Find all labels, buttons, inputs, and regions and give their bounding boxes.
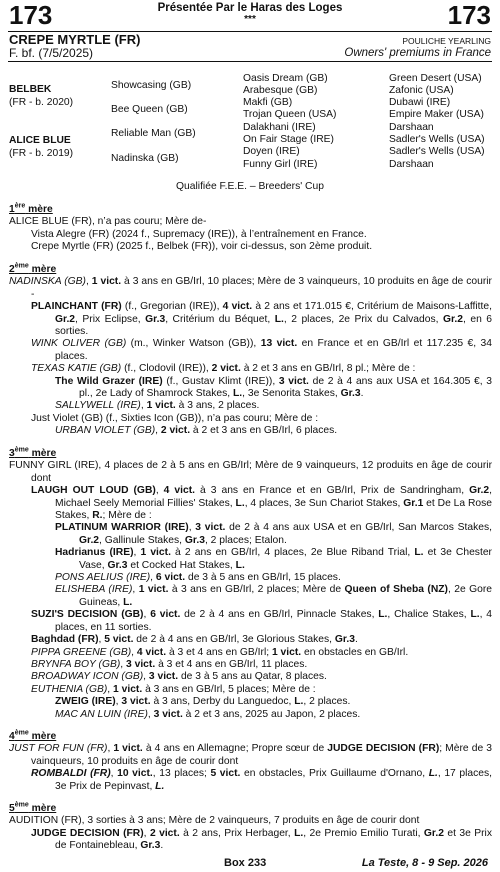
gen3-item: Makfi (GB) (243, 97, 293, 108)
section-heading: 2ème mère (9, 262, 57, 275)
qualification: Qualifiée F.E.E. – Breeders' Cup (176, 181, 324, 192)
gen4-item: Zafonic (USA) (389, 85, 454, 96)
section-fifth-dam: 5ème mère AUDITION (FR), 3 sorties à 3 ans; Mère de 2 vainqueurs, 7 produits en âge de courir dont JUDGE DECISION (FR), 2 vict. à 2 ans, Prix Herbager, L., 2e Premio Emilio Turati, Gr.2 et 3e Prix de Fontainebleau, Gr.3. (9, 801, 492, 852)
dam-info: (FR - b. 2019) (9, 148, 74, 159)
horse-name: CREPE MYRTLE (FR) (9, 32, 141, 47)
gen3-item: Dalakhani (IRE) (243, 122, 316, 133)
gen4-item: Green Desert (USA) (389, 73, 482, 84)
title-rule (8, 61, 492, 62)
lot-number-right: 173 (447, 0, 491, 30)
gen4-item: Dubawi (IRE) (389, 97, 451, 108)
gen4-item: Sadler's Wells (USA) (389, 146, 485, 157)
presenter: Présentée Par le Haras des Loges (157, 2, 343, 14)
section-fourth-dam: 4ème mère JUST FOR FUN (FR), 1 vict. à 4 ans en Allemagne; Propre sœur de JUDGE DECISION (FR); Mère de 3 vainqueurs, 10 produits en âge de courir dont ROMBALDI (FR), 10 vict., 13 places; 5 vict. en obstacles, Prix Guillaume d'Ornano, L., 17 places, 3e Prix de Pepinvast, L. (9, 729, 492, 792)
section-heading: 5ème mère (9, 801, 57, 814)
gen3-item: Doyen (IRE) (243, 146, 300, 157)
sire-name: BELBEK (9, 84, 52, 95)
gen4-item: Empire Maker (USA) (389, 109, 484, 120)
lot-number-left: 173 (9, 0, 53, 30)
gen3-item: Trojan Queen (USA) (243, 109, 337, 120)
section-second-dam: 2ème mère NADINSKA (GB), 1 vict. à 3 ans en GB/Irl, 10 places; Mère de 3 vainqueurs, 10 produits en âge de courir - PLAINCHANT (FR) (f., Gregorian (IRE)), 4 vict. à 2 ans et 171.015 €, Critérium de Maisons-Laffitte, Gr.2, Prix Eclipse, Gr.3, Critérium du Béquet, L., 2 places, 2e Prix du Calvados, Gr.2, en 6 sorties. WINK OLIVER (GB) (m., Winker Watson (GB)), 13 vict. en France et en GB/Irl et 117.235 €, 34 places. TEXAS KATIE (GB) (f., Clodovil (IRE)), 2 vict. à 2 et 3 ans en GB/Irl, 8 pl.; Mère de : The Wild Grazer (IRE) (f., Gustav Klimt (IRE)), 3 vict. de 2 à 4 ans aux USA et 164.305 €, 3 pl., 2e Lady of Shamrock Stakes, L., 3e Senorita Stakes, Gr.3. SALLYWELL (IRE), 1 vict. à 3 ans, 2 places. Just Violet (GB) (f., Sixties Icon (GB)), n’a pas couru; Mère de : URBAN VIOLET (GB), 2 vict. à 2 et 3 ans en GB/Irl, 6 places. (9, 262, 493, 437)
gen3-item: Funny Girl (IRE) (243, 159, 318, 170)
category: POULICHE YEARLING (402, 36, 491, 46)
gen2-item: Showcasing (GB) (111, 80, 192, 91)
premiums: Owners' premiums in France (344, 47, 491, 59)
gen2-item: Nadinska (GB) (111, 153, 179, 164)
gen3-item: Oasis Dream (GB) (243, 73, 328, 84)
section-third-dam: 3ème mère FUNNY GIRL (IRE), 4 places de 2 à 5 ans en GB/Irl; Mère de 9 vainqueurs, 12 produits en âge de courir dont LAUGH OUT LOUD (GB), 4 vict. à 3 ans en France et en GB/Irl, Prix de Sandringham, Gr.2, Michael Seely Memorial Fillies' Stakes, L., 4 places, 3e Sun Chariot Stakes, Gr.1 et De La Rose Stakes, R.; Mère de : PLATINUM WARRIOR (IRE), 3 vict. de 2 à 4 ans aux USA et en GB/Irl, San Marcos Stakes, Gr.2, Gallinule Stakes, Gr.3, 2 places; Etalon. Hadrianus (IRE), 1 vict. à 2 ans en GB/Irl, 4 places, 2e Blue Riband Trial, L. et 3e Chester Vase, Gr.3 et Cocked Hat Stakes, L. PONS AELIUS (IRE), 6 vict. de 3 à 5 ans en GB/Irl, 15 places. ELISHEBA (IRE), 1 vict. à 3 ans en GB/Irl, 2 places; Mère de Queen of Sheba (NZ), 2e Gore Guineas, L. SUZI'S DECISION (GB), 6 vict. de 2 à 4 ans en GB/Irl, Pinnacle Stakes, L., Chalice Stakes, L., 4 places, en 11 sorties. Baghdad (FR), 5 vict. de 2 à 4 ans en GB/Irl, 3e Glorious Stakes, Gr.3. PIPPA GREENE (GB), 4 vict. à 3 et 4 ans en GB/Irl; 1 vict. en obstacles en GB/Irl. BRYNFA BOY (GB), 3 vict. à 3 et 4 ans en GB/Irl, 11 places. BROADWAY ICON (GB), 3 vict. de 3 à 5 ans au Qatar, 8 places. EUTHENIA (GB), 1 vict. à 3 ans en GB/Irl, 5 places; Mère de : ZWEIG (IRE), 3 vict. à 3 ans, Derby du Languedoc, L., 2 places. MAC AN LUIN (IRE), 3 vict. à 2 et 3 ans, 2025 au Japon, 2 places. (9, 446, 493, 720)
section-heading: 1ère mère (9, 202, 53, 215)
dam-name: ALICE BLUE (9, 135, 71, 146)
gen3-item: On Fair Stage (IRE) (243, 134, 334, 145)
box-number: Box 233 (224, 857, 267, 869)
stars: *** (244, 14, 256, 25)
section-heading: 3ème mère (9, 446, 57, 459)
section-heading: 4ème mère (9, 729, 57, 742)
gen2-item: Reliable Man (GB) (111, 128, 196, 139)
horse-details: F. bf. (7/5/2025) (9, 46, 94, 60)
sire-info: (FR - b. 2020) (9, 97, 74, 108)
gen4-item: Sadler's Wells (USA) (389, 134, 485, 145)
sale-info: La Teste, 8 - 9 Sep. 2026 (361, 857, 488, 869)
gen4-item: Darshaan (389, 122, 434, 133)
gen2-item: Bee Queen (GB) (111, 104, 188, 115)
gen4-item: Darshaan (389, 159, 434, 170)
gen3-item: Arabesque (GB) (243, 85, 318, 96)
section-first-dam: 1ère mère ALICE BLUE (FR), n’a pas couru; Mère de- Vista Alegre (FR) (2024 f., Supremacy (IRE)), à l’entraînement en France. Crepe Myrtle (FR) (2025 f., Belbek (FR)), voir ci-dessus, son 2ème produit. (9, 204, 492, 254)
